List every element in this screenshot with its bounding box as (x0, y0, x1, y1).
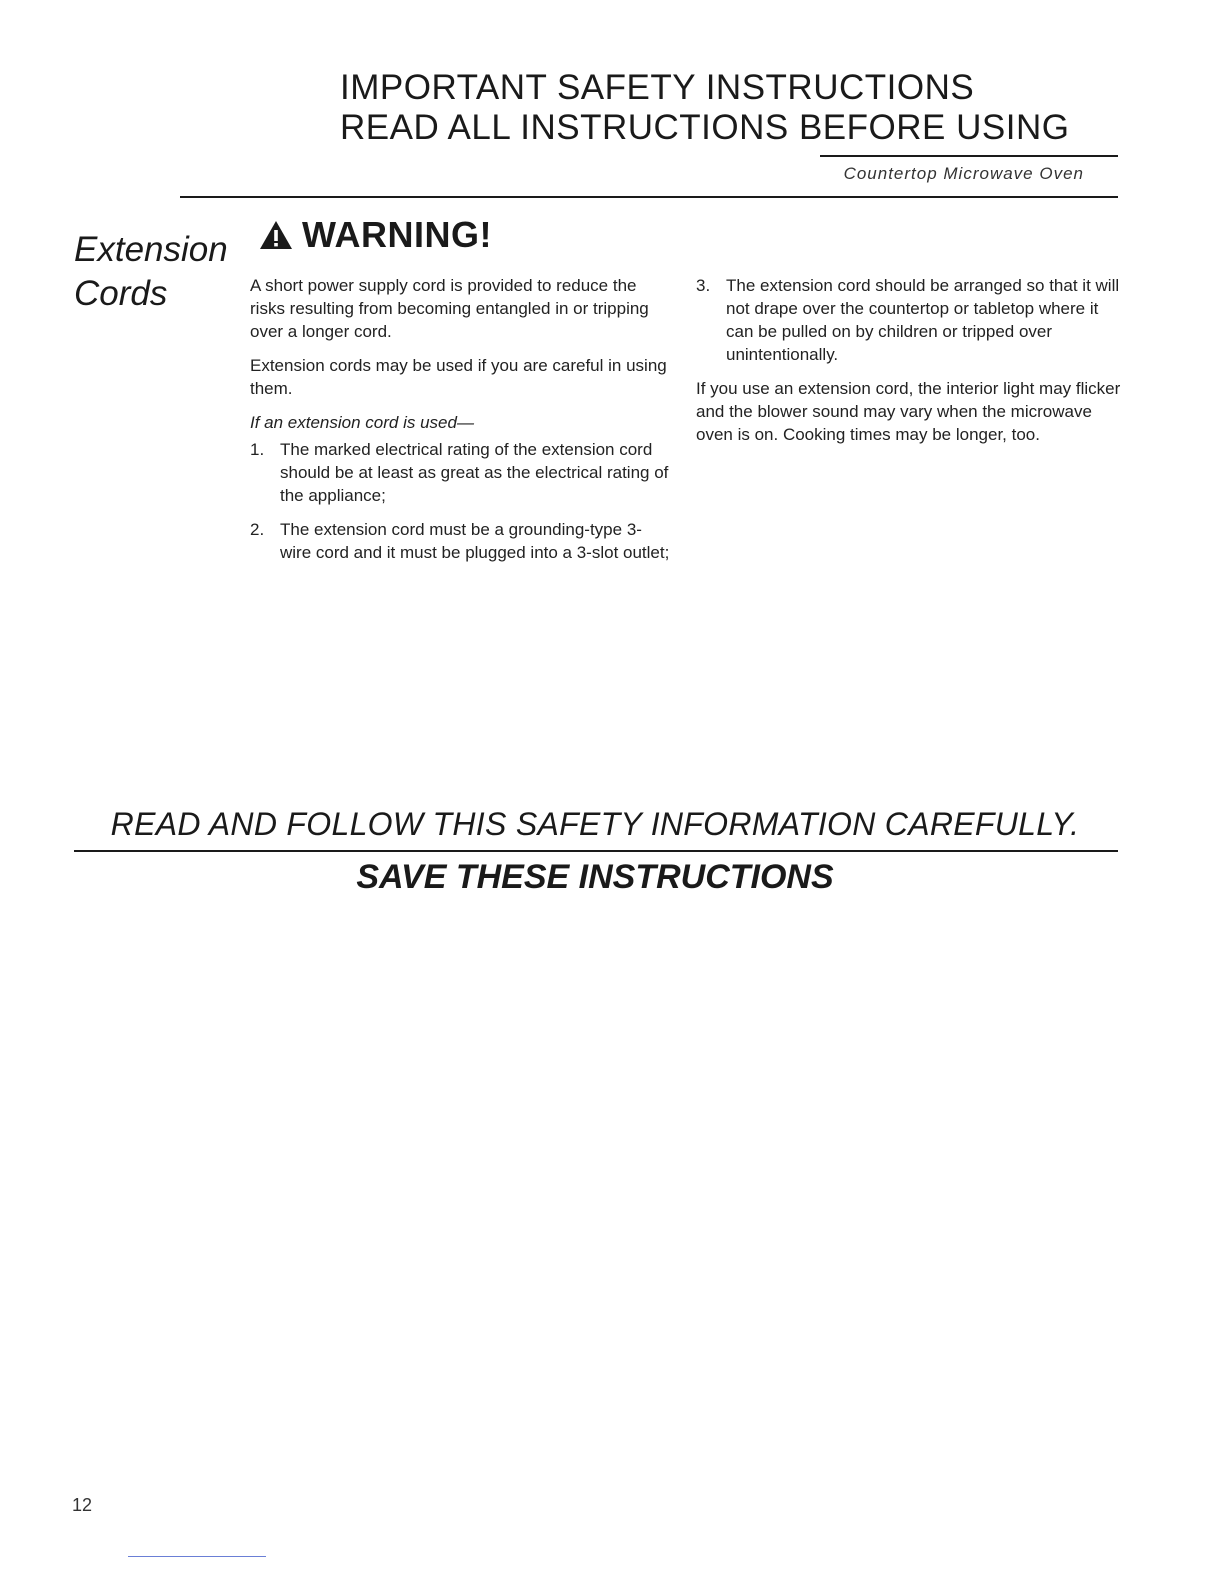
footer-rule (74, 850, 1118, 852)
document-title (340, 68, 1069, 148)
list-item-number: 3. (696, 276, 711, 295)
section-heading-line-1: Extension (74, 230, 228, 269)
warning-heading (258, 214, 492, 256)
paragraph: A short power supply cord is provided to reduce the risks resulting from becoming entangled in or tripping over a longer cord. (250, 276, 649, 341)
section-heading (74, 228, 228, 316)
list-item-text: The extension cord must be a grounding-type 3-wire cord and it must be plugged into a 3-slot outlet; (280, 520, 670, 562)
list-lead-in: If an extension cord is used— (250, 413, 474, 432)
header-rule (180, 196, 1118, 198)
list-item (250, 518, 670, 564)
list-item (250, 438, 670, 507)
list-item (696, 274, 1126, 366)
header-rule-short (820, 155, 1118, 157)
numbered-list (696, 274, 1126, 366)
right-column (696, 274, 1126, 457)
page-number: 12 (72, 1495, 93, 1515)
list-item-text: The extension cord should be arranged so that it will not drape over the countertop or tabletop where it can be pulled on by children or tripped over unintentionally. (726, 276, 1120, 364)
product-name: Countertop Microwave Oven (843, 164, 1084, 183)
warning-label: WARNING! (302, 214, 492, 255)
numbered-list (250, 438, 670, 564)
title-line-2: READ ALL INSTRUCTIONS BEFORE USING (340, 108, 1070, 147)
paragraph: If you use an extension cord, the interior light may flicker and the blower sound may vary when the microwave oven is on. Cooking times may be longer, too. (696, 379, 1121, 444)
section-heading-line-2: Cords (74, 274, 168, 313)
title-line-1: IMPORTANT SAFETY INSTRUCTIONS (340, 68, 975, 107)
list-item-text: The marked electrical rating of the extension cord should be at least as great as the electrical rating of the appliance; (280, 440, 669, 505)
bottom-mark (128, 1556, 266, 1557)
warning-triangle-icon (258, 219, 294, 251)
footer-save-instructions: SAVE THESE INSTRUCTIONS (356, 858, 834, 896)
footer-safety-notice: READ AND FOLLOW THIS SAFETY INFORMATION CAREFULLY. (110, 806, 1080, 842)
paragraph: Extension cords may be used if you are careful in using them. (250, 356, 667, 398)
list-item-number: 2. (250, 520, 265, 539)
left-column (250, 274, 670, 575)
list-item-number: 1. (250, 440, 265, 459)
